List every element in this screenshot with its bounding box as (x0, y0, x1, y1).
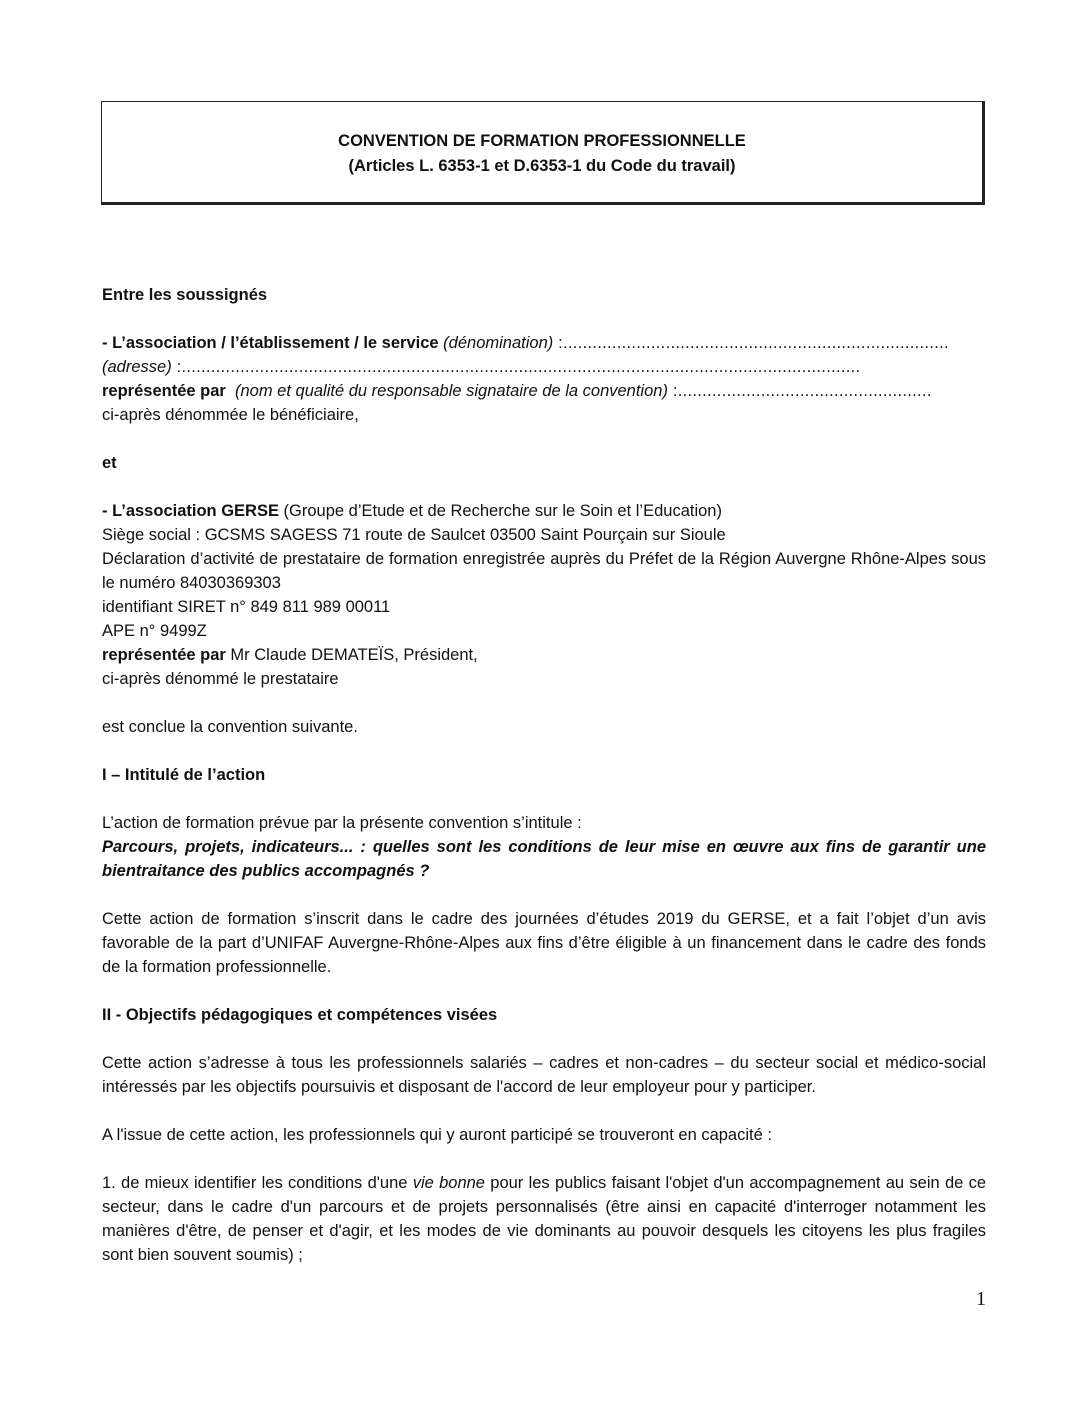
denomination-fill: :............................................................................... (553, 334, 949, 352)
section1-paragraph: Cette action de formation s’inscrit dans le cadre des journées d’études 2019 du GERSE, et a fait l’objet d’un avis favorable de la part d’UNIFAF Auvergne-Rhône-Alpes aux fins d’être éligible à un financement dans le cadre des fonds de la formation professionnelle. (102, 910, 986, 976)
document-subtitle: (Articles L. 6353-1 et D.6353-1 du Code du travail) (348, 157, 736, 175)
beneficiary-line (102, 331, 986, 355)
provider-label: - L’association GERSE (102, 502, 279, 520)
document-title: CONVENTION DE FORMATION PROFESSIONNELLE (338, 132, 746, 150)
section1-intro: L’action de formation prévue par la présente convention s’intitule : (102, 814, 582, 832)
item1-before: 1. de mieux identifier les conditions d'une (102, 1174, 413, 1192)
beneficiary-designation: ci-après dénommée le bénéficiaire, (102, 406, 359, 424)
provider-label-rest: (Groupe d’Etude et de Recherche sur le Soin et l’Education) (278, 502, 722, 520)
section2-capacity: A l'issue de cette action, les professionnels qui y auront participé se trouveront en capacité : (102, 1126, 772, 1144)
section2-paragraph: Cette action s’adresse à tous les professionnels salariés – cadres et non-cadres – du secteur social et médico-social intéressés par les objectifs poursuivis et disposant de l'accord de leur employeur pour y participer. (102, 1054, 986, 1096)
section1-heading: I – Intitulé de l’action (102, 766, 266, 784)
address-line (102, 355, 986, 379)
denomination-hint: (dénomination) (443, 334, 554, 352)
provider-line (102, 499, 986, 523)
provider-rep-value: Mr Claude DEMATEÏS, Président, (225, 646, 478, 664)
provider-siret: identifiant SIRET n° 849 811 989 00011 (102, 598, 391, 616)
representative-line (102, 379, 986, 403)
address-fill: :........................................................................................................................................... (171, 358, 861, 376)
objective-item-1 (102, 1171, 986, 1267)
provider-ape: APE n° 9499Z (102, 622, 207, 640)
provider-designation: ci-après dénommé le prestataire (102, 670, 339, 688)
rep-hint: (nom et qualité du responsable signataire de la convention) (235, 382, 668, 400)
and-text: et (102, 454, 117, 472)
item1-italic: vie bonne (412, 1174, 485, 1192)
provider-declaration: Déclaration d’activité de prestataire de formation enregistrée auprès du Préfet de la Région Auvergne Rhône-Alpes sous le numéro 84030369303 (102, 550, 986, 592)
provider-rep-line (102, 643, 986, 667)
item1-after: pour les publics faisant l'objet d'un accompagnement au sein de ce secteur, dans le cadre d'un parcours et de projets personnalisés (être ainsi en capacité d'interroger notamment les manières d'être, de penser et d'agir, et les modes de vie dominants au pouvoir desquels les citoyens les plus fragiles sont bien souvent soumis) ; (102, 1174, 987, 1264)
beneficiary-label: - L’association / l’établissement / le service (102, 334, 439, 352)
rep-label: représentée par (102, 382, 226, 400)
rep-fill: :.................................................... (667, 382, 932, 400)
section2-heading: II - Objectifs pédagogiques et compétences visées (102, 1006, 498, 1024)
title-box (101, 101, 985, 205)
parties-intro: Entre les soussignés (102, 286, 268, 304)
action-title: Parcours, projets, indicateurs... : quelles sont les conditions de leur mise en œuvre aux fins de garantir une bientraitance des publics accompagnés ? (102, 838, 986, 880)
provider-rep-label: représentée par (102, 646, 226, 664)
provider-seat: Siège social : GCSMS SAGESS 71 route de Saulcet 03500 Saint Pourçain sur Sioule (102, 526, 726, 544)
conclusion-text: est conclue la convention suivante. (102, 718, 358, 736)
document-body (102, 283, 986, 1267)
page-number: 1 (976, 1288, 986, 1310)
address-hint: (adresse) (102, 358, 172, 376)
